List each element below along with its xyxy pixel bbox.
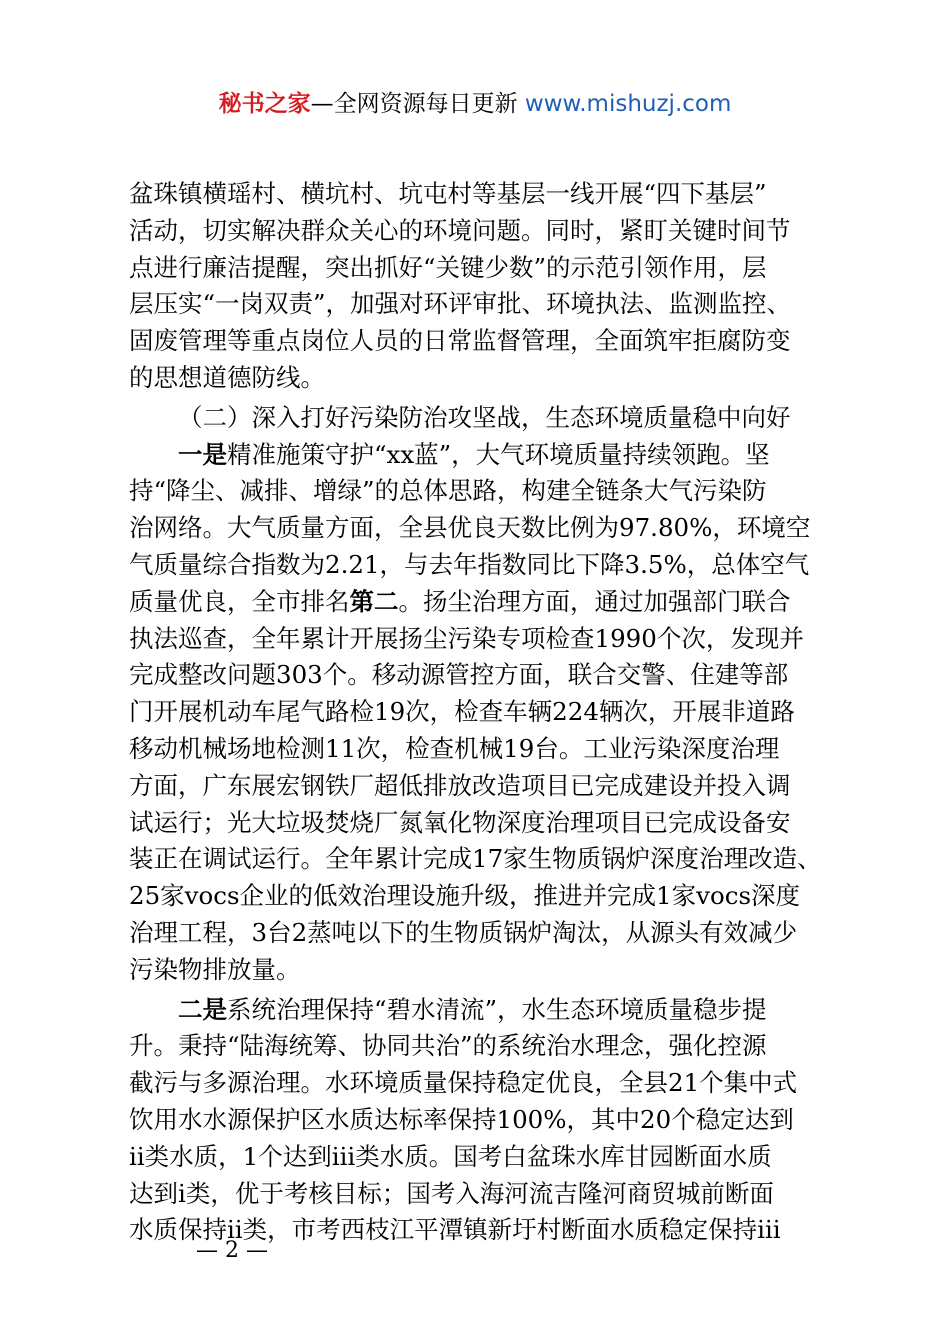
text-segment: 。扬尘治理方面，通过加强部门联合 [398,586,791,616]
text-line: 水质保持ⅱ类，市考西枝江平潭镇新圩村断面水质稳定保持ⅲ [129,1215,781,1245]
lead-text: 系统治理保持“碧水清流”，水生态环境质量稳步提 [227,994,767,1024]
text-line: 门开展机动车尾气路检19次，检查车辆224辆次，开展非道路 [129,697,795,727]
text-line: 固废管理等重点岗位人员的日常监督管理，全面筑牢拒腐防变 [129,326,791,356]
text-line: 完成整改问题303个。移动源管控方面，联合交警、住建等部 [129,660,789,690]
text-line: 的思想道德防线。 [129,362,325,392]
text-line: 持“降尘、减排、增绿”的总体思路，构建全链条大气污染防 [129,476,767,506]
text-line: 25家vocs企业的低效治理设施升级，推进并完成1家vocs深度 [129,881,801,911]
text-line [129,437,829,474]
ranking-emphasis: 第二 [349,586,399,616]
section-heading: （二）深入打好污染防治攻坚战，生态环境质量稳中向好 [178,402,791,432]
text-line: 层压实“一岗双责”，加强对环评审批、环境执法、监测监控、 [129,289,792,319]
lead-label: 二是 [178,994,227,1024]
text-line: 治理工程，3台2蒸吨以下的生物质锅炉淘汰，从源头有效减少 [129,917,798,947]
text-segment: 质量优良，全市排名 [129,586,350,616]
page-number: — 2 — [196,1238,268,1263]
text-line: 污染物排放量。 [129,954,301,984]
site-url-link[interactable]: www.mishuzj.com [524,91,732,117]
text-line: 达到ⅰ类，优于考核目标；国考入海河流吉隆河商贸城前断面 [129,1178,774,1208]
paragraph-2 [129,437,829,989]
text-line: 治网络。大气质量方面，全县优良天数比例为97.80%，环境空 [129,513,811,543]
text-line: 试运行；光大垃圾焚烧厂氮氧化物深度治理项目已完成设备安 [129,807,791,837]
paragraph-3 [129,992,829,1250]
text-line: 盆珠镇横瑶村、横坑村、坑屯村等基层一线开展“四下基层” [129,179,767,208]
text-line: 饮用水水源保护区水质达标率保持100%，其中20个稳定达到 [129,1104,794,1134]
text-line [129,992,829,1029]
text-line: 执法巡查，全年累计开展扬尘污染专项检查1990个次，发现并 [129,623,804,653]
text-line: 活动，切实解决群众关心的环境问题。同时，紧盯关键时间节 [129,215,791,245]
lead-text: 精准施策守护“xx蓝”，大气环境质量持续领跑。坚 [227,439,770,469]
text-line: ⅱ类水质，1个达到ⅲ类水质。国考白盆珠水库甘园断面水质 [129,1141,772,1171]
text-line: 气质量综合指数为2.21，与去年指数同比下降3.5%，总体空气 [129,549,810,579]
text-line: 装正在调试运行。全年累计完成17家生物质锅炉深度治理改造、 [129,844,822,874]
lead-label: 一是 [178,439,227,469]
text-line: 点进行廉洁提醒，突出抓好“关键少数”的示范引领作用，层 [129,252,767,282]
text-line: 升。秉持“陆海统筹、协同共治”的系统治水理念，强化控源 [129,1031,767,1061]
paragraph-1 [129,176,829,397]
document-body [129,176,829,1249]
text-line: 截污与多源治理。水环境质量保持稳定优良，全县21个集中式 [129,1068,798,1098]
brand-name: 秘书之家 [218,91,311,117]
header-tagline: —全网资源每日更新 [310,91,525,117]
site-header [0,88,950,120]
text-line: 方面，广东展宏钢铁厂超低排放改造项目已完成建设并投入调 [129,770,791,800]
text-line: 移动机械场地检测11次，检查机械19台。工业污染深度治理 [129,733,780,763]
text-line [129,584,829,621]
